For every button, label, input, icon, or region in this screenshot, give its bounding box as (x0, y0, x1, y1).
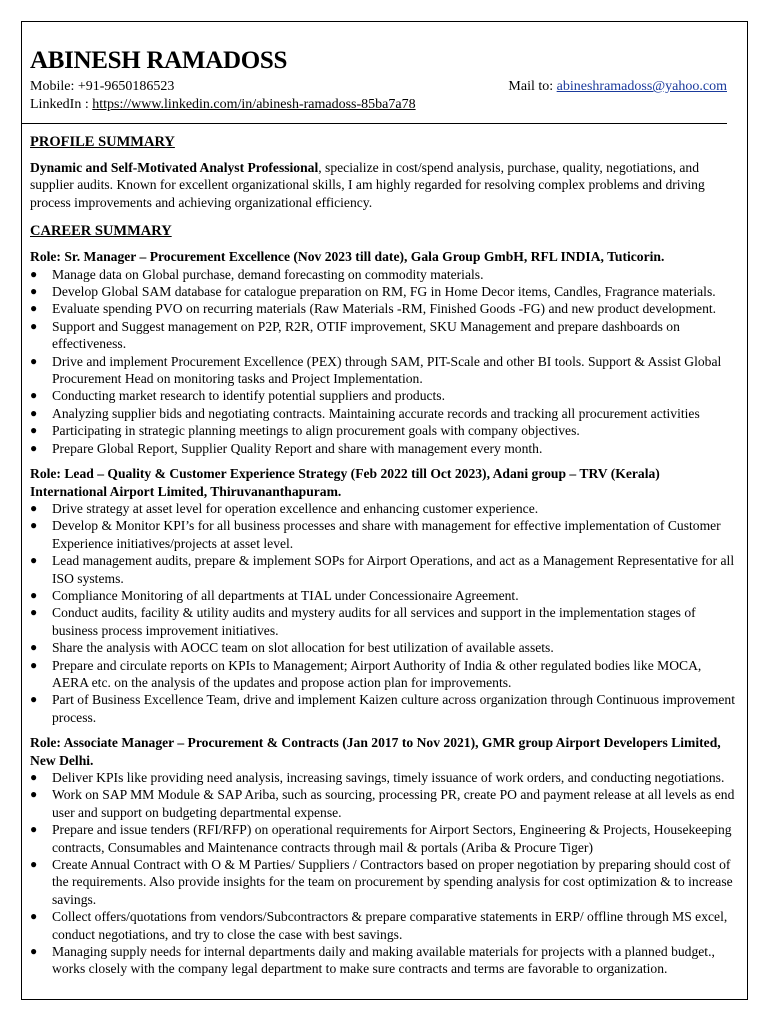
list-item: ● Analyzing supplier bids and negotiating contracts. Maintaining accurate records and tracking all procurement activities (30, 405, 700, 421)
resume-body (30, 133, 736, 978)
linkedin-label: LinkedIn : (30, 97, 93, 112)
role-heading: Role: Associate Manager – Procurement & Contracts (Jan 2017 to Nov 2021), GMR group Airport Developers Limited, New Delhi. (30, 735, 721, 768)
list-item: ● Compliance Monitoring of all departments at TIAL under Concessionaire Agreement. (30, 587, 519, 603)
bullet-icon: ● (30, 518, 38, 533)
bullet-icon: ● (30, 605, 38, 620)
mail-label: Mail to: (508, 79, 557, 94)
bullet-icon: ● (30, 388, 38, 403)
role-bullets (30, 500, 736, 726)
list-item: ● Work on SAP MM Module & SAP Ariba, such as sourcing, processing PR, create PO and payment release at all levels as end user and support on budgeting departmental expense. (30, 787, 735, 820)
list-item: ● Support and Suggest management on P2P, R2R, OTIF improvement, SKU Management and prepare dashboards on effectiveness. (30, 318, 680, 352)
bullet-icon: ● (30, 822, 38, 837)
header-divider (22, 123, 727, 124)
bullet-icon: ● (30, 787, 38, 802)
list-item: ● Drive and implement Procurement Excellence (PEX) through SAM, PIT-Scale and other BI tools. Support & Assist Global Procurement Head on monitoring tasks and Project Implementation. (30, 353, 722, 387)
bullet-icon: ● (30, 857, 38, 872)
mobile-line (30, 78, 174, 95)
email-line (508, 78, 727, 95)
list-item: ● Prepare and circulate reports on KPIs to Management; Airport Authority of India & other regulated bodies like MOCA, AERA etc. on the analysis of the updates and propose action plan for improvements. (30, 657, 702, 690)
list-item: ● Part of Business Excellence Team, drive and implement Kaizen culture across organization through Continuous improvement process. (30, 692, 735, 725)
bullet-icon: ● (30, 657, 38, 672)
list-item: ● Create Annual Contract with O & M Parties/ Suppliers / Contractors based on proper negotiation by preparing should cost of the requirements. Also provide insights for the team on procurement by spending analysis for cost optimization & to increase savings. (30, 857, 733, 907)
linkedin-line (30, 96, 416, 113)
mobile-number: +91-9650186523 (77, 79, 175, 94)
list-item: ● Drive strategy at asset level for operation excellence and enhancing customer experience. (30, 500, 539, 516)
list-item: ● Collect offers/quotations from vendors/Subcontractors & prepare comparative statements in ERP/ offline through MS excel, conduct negotiations, and try to close the case with best savings. (30, 909, 728, 942)
career-summary-heading: CAREER SUMMARY (30, 223, 172, 240)
bullet-icon: ● (30, 909, 38, 924)
candidate-name: ABINESH RAMADOSS (30, 47, 288, 74)
bullet-icon: ● (30, 640, 38, 655)
role-heading: Role: Lead – Quality & Customer Experience Strategy (Feb 2022 till Oct 2023), Adani group – TRV (Kerala) International Airport Limited, Thiruvananthapuram. (30, 466, 660, 499)
email-link[interactable]: abineshramadoss@yahoo.com (556, 79, 727, 94)
list-item: ● Conduct audits, facility & utility audits and mystery audits for all services and support in the implementation stages of business process improvement initiatives. (30, 605, 696, 638)
bullet-icon: ● (30, 770, 38, 784)
profile-body: , specialize in cost/spend analysis, purchase, quality, negotiations, and supplier audits. Known for excellent organizational skills, I am highly regarded for resolving complex problems and driving process improvements and achieving organizational efficiency. (30, 160, 705, 210)
bullet-icon: ● (30, 440, 38, 455)
bullet-icon: ● (30, 587, 38, 602)
bullet-icon: ● (30, 353, 38, 368)
profile-summary-text (30, 159, 736, 211)
list-item: ● Manage data on Global purchase, demand forecasting on commodity materials. (30, 266, 484, 282)
list-item: ● Develop & Monitor KPI’s for all business processes and share with management for effective implementation of Customer Experience initiatives/projects at asset level. (30, 518, 721, 551)
list-item: ● Develop Global SAM database for catalogue preparation on RM, FG in Home Decor items, Candles, Fragrance materials. (30, 284, 716, 300)
bullet-icon: ● (30, 692, 38, 707)
list-item: ● Deliver KPIs like providing need analysis, increasing savings, timely issuance of work orders, and conducting negotiations. (30, 770, 725, 785)
role-heading: Role: Sr. Manager – Procurement Excellence (Nov 2023 till date), Gala Group GmbH, RFL INDIA, Tuticorin. (30, 249, 665, 265)
profile-summary-heading: PROFILE SUMMARY (30, 134, 175, 150)
list-item: ● Prepare and issue tenders (RFI/RFP) on operational requirements for Airport Sectors, Engineering & Projects, Housekeeping contracts, Consumables and Maintenance contracts through mail & portals (Ariba & Procure Tiger) (30, 822, 732, 855)
bullet-icon: ● (30, 405, 38, 420)
linkedin-link[interactable]: https://www.linkedin.com/in/abinesh-ramadoss-85ba7a78 (92, 97, 416, 112)
bullet-icon: ● (30, 944, 38, 959)
bullet-icon: ● (30, 318, 38, 333)
list-item: ● Participating in strategic planning meetings to align procurement goals with company objectives. (30, 423, 580, 439)
bullet-icon: ● (30, 301, 38, 316)
list-item: ● Conducting market research to identify potential suppliers and products. (30, 388, 445, 404)
profile-lead: Dynamic and Self-Motivated Analyst Professional (30, 160, 319, 175)
bullet-icon: ● (30, 553, 38, 568)
role-bullets (30, 266, 736, 457)
list-item: ● Evaluate spending PVO on recurring materials (Raw Materials -RM, Finished Goods -FG) and new product development. (30, 301, 717, 317)
bullet-icon: ● (30, 284, 38, 299)
bullet-icon: ● (30, 266, 38, 281)
bullet-icon: ● (30, 500, 38, 515)
resume-page (21, 21, 748, 1000)
list-item: ● Prepare Global Report, Supplier Quality Report and share with management every month. (30, 440, 543, 456)
list-item: ● Managing supply needs for internal departments daily and making available materials for projects with a planned budget., works closely with the company legal department to make sure contracts and terms are favorable to organization. (30, 944, 715, 977)
role-bullets (30, 769, 736, 978)
bullet-icon: ● (30, 423, 38, 438)
mobile-label: Mobile: (30, 79, 78, 94)
list-item: ● Share the analysis with AOCC team on slot allocation for best utilization of available assets. (30, 640, 554, 656)
list-item: ● Lead management audits, prepare & implement SOPs for Airport Operations, and act as a Management Representative for all ISO systems. (30, 553, 735, 586)
